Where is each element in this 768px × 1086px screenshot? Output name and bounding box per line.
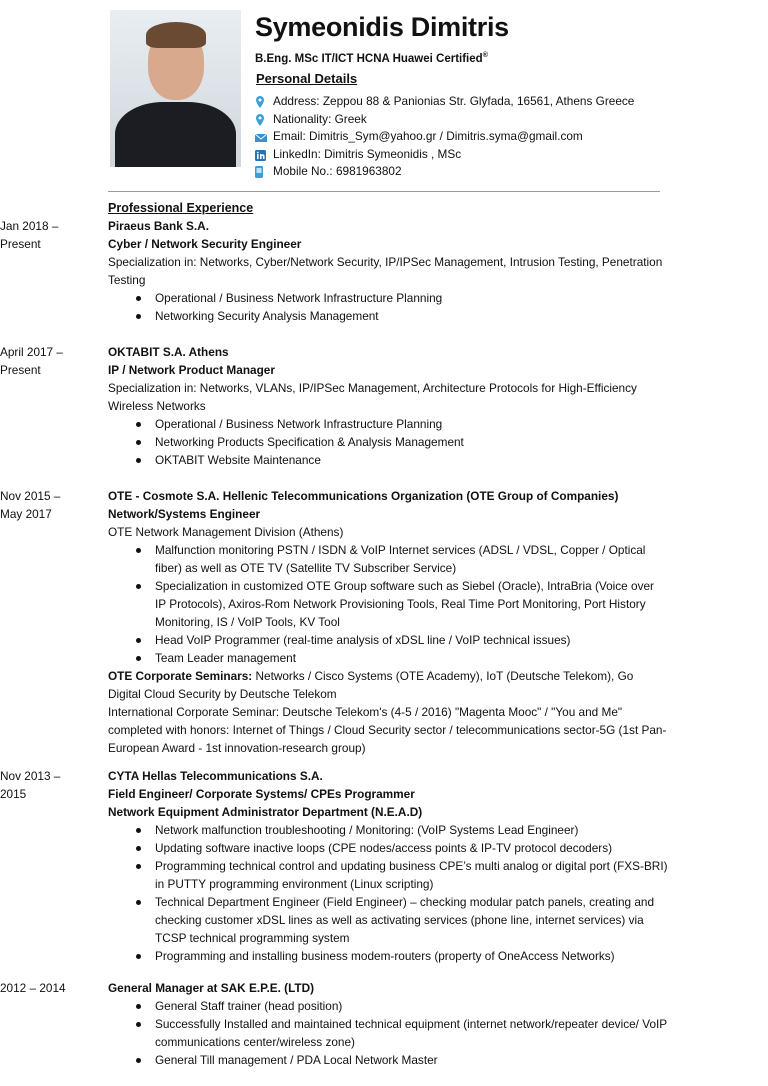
contact-item xyxy=(255,162,675,180)
bullet-item: General Till management / PDA Local Network Master xyxy=(108,1051,668,1069)
bullet-item: General Staff trainer (head position) xyxy=(108,997,668,1015)
date-line: Nov 2013 – xyxy=(0,769,61,783)
job-heading: General Manager at SAK E.P.E. (LTD) xyxy=(108,981,315,995)
registered-mark: ® xyxy=(482,52,488,59)
job-heading: Field Engineer/ Corporate Systems/ CPEs Programmer xyxy=(108,787,415,801)
bullet-item: Operational / Business Network Infrastructure Planning xyxy=(108,289,668,307)
photo-shirt xyxy=(115,102,236,167)
job-heading: OKTABIT S.A. Athens xyxy=(108,345,229,359)
job-content xyxy=(108,487,668,757)
job-description: International Corporate Seminar: Deutsche Telekom's (4-5 / 2016) "Magenta Mooc" / "You and Me" completed with honors: Internet of Things / Cloud Security sector / telecommunications sector-5G (1st Pan-European Award - 1st innovation-research group) xyxy=(108,705,667,755)
personal-details-heading: Personal Details xyxy=(256,71,358,86)
contact-text: LinkedIn: Dimitris Symeonidis , MSc xyxy=(273,147,462,161)
paragraph-label: OTE Corporate Seminars: xyxy=(108,669,253,683)
bullet-item: Technical Department Engineer (Field Engineer) – checking modular patch panels, creating and checking customer xDSL lines as well as activating services (phone line, internet services) via TCSP technical programming system xyxy=(108,893,668,947)
job-heading: Network Equipment Administrator Department (N.E.A.D) xyxy=(108,805,423,819)
cv-name: Symeonidis Dimitris xyxy=(255,12,509,42)
location-pin-icon xyxy=(255,113,266,125)
profile-photo xyxy=(110,10,241,167)
envelope-icon xyxy=(255,130,266,142)
mobile-phone-icon xyxy=(255,165,266,177)
photo-hair xyxy=(146,22,206,48)
job-heading: Cyber / Network Security Engineer xyxy=(108,237,302,251)
contact-text: Email: Dimitris_Sym@yahoo.gr / Dimitris.syma@gmail.com xyxy=(273,129,583,143)
contact-text: Mobile No.: 6981963802 xyxy=(273,164,402,178)
job-content xyxy=(108,343,668,469)
contact-item xyxy=(255,127,675,145)
bullet-item: Head VoIP Programmer (real-time analysis of xDSL line / VoIP technical issues) xyxy=(108,631,668,649)
job-dates xyxy=(0,343,100,379)
date-line: 2012 – 2014 xyxy=(0,981,66,995)
job-heading: CYTA Hellas Telecommunications S.A. xyxy=(108,769,323,783)
job-content xyxy=(108,979,668,1069)
bullet-item: OKTABIT Website Maintenance xyxy=(108,451,668,469)
bullet-item: Malfunction monitoring PSTN / ISDN & VoIP Internet services (ADSL / VDSL, Copper / Optical fiber) as well as OTE TV (Satellite TV Subscriber Service) xyxy=(108,541,668,577)
section-title-experience: Professional Experience xyxy=(108,201,254,215)
date-line: Present xyxy=(0,237,41,251)
bullet-item: Programming and installing business modem-routers (property of OneAccess Networks) xyxy=(108,947,668,965)
bullet-item: Successfully Installed and maintained technical equipment (internet network/repeater device/ VoIP communications center/wireless zone) xyxy=(108,1015,668,1051)
job-description: Specialization in: Networks, Cyber/Network Security, IP/IPSec Management, Intrusion Testing, Penetration Testing xyxy=(108,255,663,287)
job-dates xyxy=(0,487,100,523)
bullet-item: Operational / Business Network Infrastructure Planning xyxy=(108,415,668,433)
bullet-item: Network malfunction troubleshooting / Monitoring: (VoIP Systems Lead Engineer) xyxy=(108,821,668,839)
job-paragraph xyxy=(108,667,668,703)
qualifications-text: B.Eng. MSc IT/ICT HCNA Huawei Certified xyxy=(255,52,483,65)
date-line: Present xyxy=(0,363,41,377)
date-line: Nov 2015 – xyxy=(0,489,61,503)
bullet-item: Networking Products Specification & Analysis Management xyxy=(108,433,668,451)
linkedin-icon xyxy=(255,148,266,160)
job-heading: OTE - Cosmote S.A. Hellenic Telecommunications Organization (OTE Group of Companies) xyxy=(108,489,619,503)
job-heading: IP / Network Product Manager xyxy=(108,363,275,377)
qualifications xyxy=(255,52,488,65)
bullet-item: Specialization in customized OTE Group software such as Siebel (Oracle), IntraBria (Voice over IP Protocols), Axiros-Rom Network Provisioning Tools, Real Time Port Monitoring, Port History Monitoring, IS / VoIP Tools, KV Tool xyxy=(108,577,668,631)
bullet-item: Networking Security Analysis Management xyxy=(108,307,668,325)
bullet-item: Updating software inactive loops (CPE nodes/access points & IP-TV protocol decoders) xyxy=(108,839,668,857)
job-content xyxy=(108,217,668,325)
bullet-item: Team Leader management xyxy=(108,649,668,667)
date-line: April 2017 – xyxy=(0,345,63,359)
contact-text: Nationality: Greek xyxy=(273,112,367,126)
job-heading: Network/Systems Engineer xyxy=(108,507,261,521)
date-line: Jan 2018 – xyxy=(0,219,59,233)
job-description: OTE Network Management Division (Athens) xyxy=(108,525,344,539)
divider xyxy=(108,191,660,192)
job-dates xyxy=(0,979,100,997)
contact-item xyxy=(255,145,675,163)
job-heading: Piraeus Bank S.A. xyxy=(108,219,209,233)
contact-item xyxy=(255,92,675,110)
job-description: Specialization in: Networks, VLANs, IP/IPSec Management, Architecture Protocols for High-Efficiency Wireless Networks xyxy=(108,381,637,413)
contact-text: Address: Zeppou 88 & Panionias Str. Glyfada, 16561, Athens Greece xyxy=(273,94,635,108)
paragraph-text: Networks / Cisco Systems (OTE Academy), IoT (Deutsche Telekom), Go Digital Cloud Security by Deutsche Telekom xyxy=(108,669,634,701)
date-line: May 2017 xyxy=(0,507,52,521)
job-content xyxy=(108,767,668,965)
bullet-item: Programming technical control and updating business CPE’s multi analog or digital port (FXS-BRI) in PUTTY programming environment (Linux scripting) xyxy=(108,857,668,893)
job-dates xyxy=(0,217,100,253)
date-line: 2015 xyxy=(0,787,27,801)
contact-item xyxy=(255,110,675,128)
job-dates xyxy=(0,767,100,803)
location-pin-icon xyxy=(255,95,266,107)
